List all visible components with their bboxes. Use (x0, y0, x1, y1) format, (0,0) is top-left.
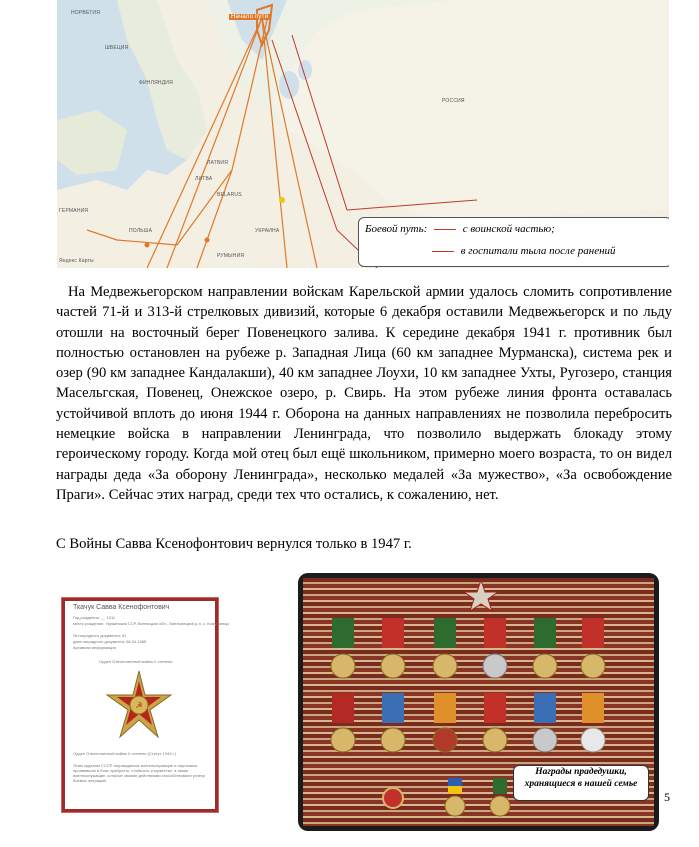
body-paragraph: На Медвежьегорском направлении войскам Карельской армии удалось сломить сопротивление частей 71-й и 313-й стрелковых дивизий, которые 6 декабря оставили Медвежьегорск и по льду отошли на восточный берег Повенецкого залива. К середине декабря 1941 г. противник был полностью остановлен на рубеже р. Западная Лица (60 км западнее Мурманска), система рек и озер (90 км западнее Кандалакши), 40 км западнее Лоухи, 10 км западнее Ухты, Ругозеро, станция Масельгская, Повенец, Онежское озеро, р. Свирь. На этом рубеже линия фронта оставалась устойчивой вплоть до июня 1944 г. Оборона на данных направлениях не позволила перебросить немецкие войска в направлении Ленинграда, что позволило выдержать блокаду этому героическому городу. Когда мой отец был ещё школьником, примерно моего возраста, то он видел награды деда «За оборону Ленинграда», несколько медалей «За мужество», «За освобождение Праги». Сейчас этих наград, среди тех что остались, к сожалению, нет. (56, 284, 672, 503)
award-document-line: место рождения: Украинская ССР, Винницкая обл., Хмельницкий р-н, с. Кожушинцы (73, 621, 230, 626)
map-label-poland: ПОЛЬША (129, 228, 153, 234)
award-document-line: Год рождения: __ 1911 (73, 615, 116, 620)
award-document (62, 598, 230, 812)
medals-caption-line1: Награды прадедушки, (535, 767, 627, 777)
map-label-germany: ГЕРМАНИЯ (59, 208, 89, 214)
map-legend (358, 217, 669, 267)
award-document-footer: Этим орденом СССР награждались военнослужащие и партизаны, проявившие в боях храбрость, стойкость и мужество, а также военнослужащие, которые своими действиями способствовали успеху боевых операций. (73, 763, 205, 783)
map-label-norway: НОРВЕГИЯ (71, 10, 101, 16)
order-patriotic-war-icon (103, 669, 175, 741)
map-label-sweden: ШВЕЦИЯ (105, 45, 129, 51)
award-document-footer: Орден Отечественной войны II степени (Статут 1943 г.) (73, 751, 176, 756)
map-label-finland: ФИНЛЯНДИЯ (139, 80, 173, 86)
page-number: 5 (664, 790, 670, 804)
svg-text:☭: ☭ (135, 701, 143, 710)
legend-combat-label: с воинской частью; (462, 223, 555, 235)
legend-hospital-label: в госпитали тыла после ранений (460, 245, 616, 257)
legend-hospital-line-swatch (432, 251, 454, 252)
legend-label: Боевой путь: (365, 223, 428, 235)
award-document-order-title: Орден Отечественной войны II степени (99, 659, 173, 664)
award-document-line: Архивная информация (73, 645, 116, 650)
map-label-belarus: BELARUS (217, 192, 242, 198)
map-label-romania: РУМЫНИЯ (217, 253, 245, 259)
award-document-line: № наградного документа: 61 (73, 633, 127, 638)
map-label-russia: РОССИЯ (442, 98, 465, 104)
map-attribution: Яндекс Карты (59, 258, 94, 264)
map-label-lithuania: ЛИТВА (195, 176, 213, 182)
legend-combat-line-swatch (434, 229, 456, 230)
medals-caption-line2: хранящиеся в нашей семье (524, 779, 638, 789)
battle-route-map (57, 0, 669, 268)
medals-caption (513, 765, 649, 801)
map-label-latvia: ЛАТВИЯ (207, 160, 229, 166)
map-label-start: Начало пути (231, 14, 269, 20)
award-document-line: дата наградного документа: 06.04.1985 (73, 639, 147, 644)
map-label-ukraine: УКРАИНА (255, 228, 280, 234)
award-document-name: Ткачук Савва Ксенофонтович (73, 604, 170, 611)
body-paragraph-return: С Войны Савва Ксенофонтович вернулся только в 1947 г. (56, 536, 412, 552)
